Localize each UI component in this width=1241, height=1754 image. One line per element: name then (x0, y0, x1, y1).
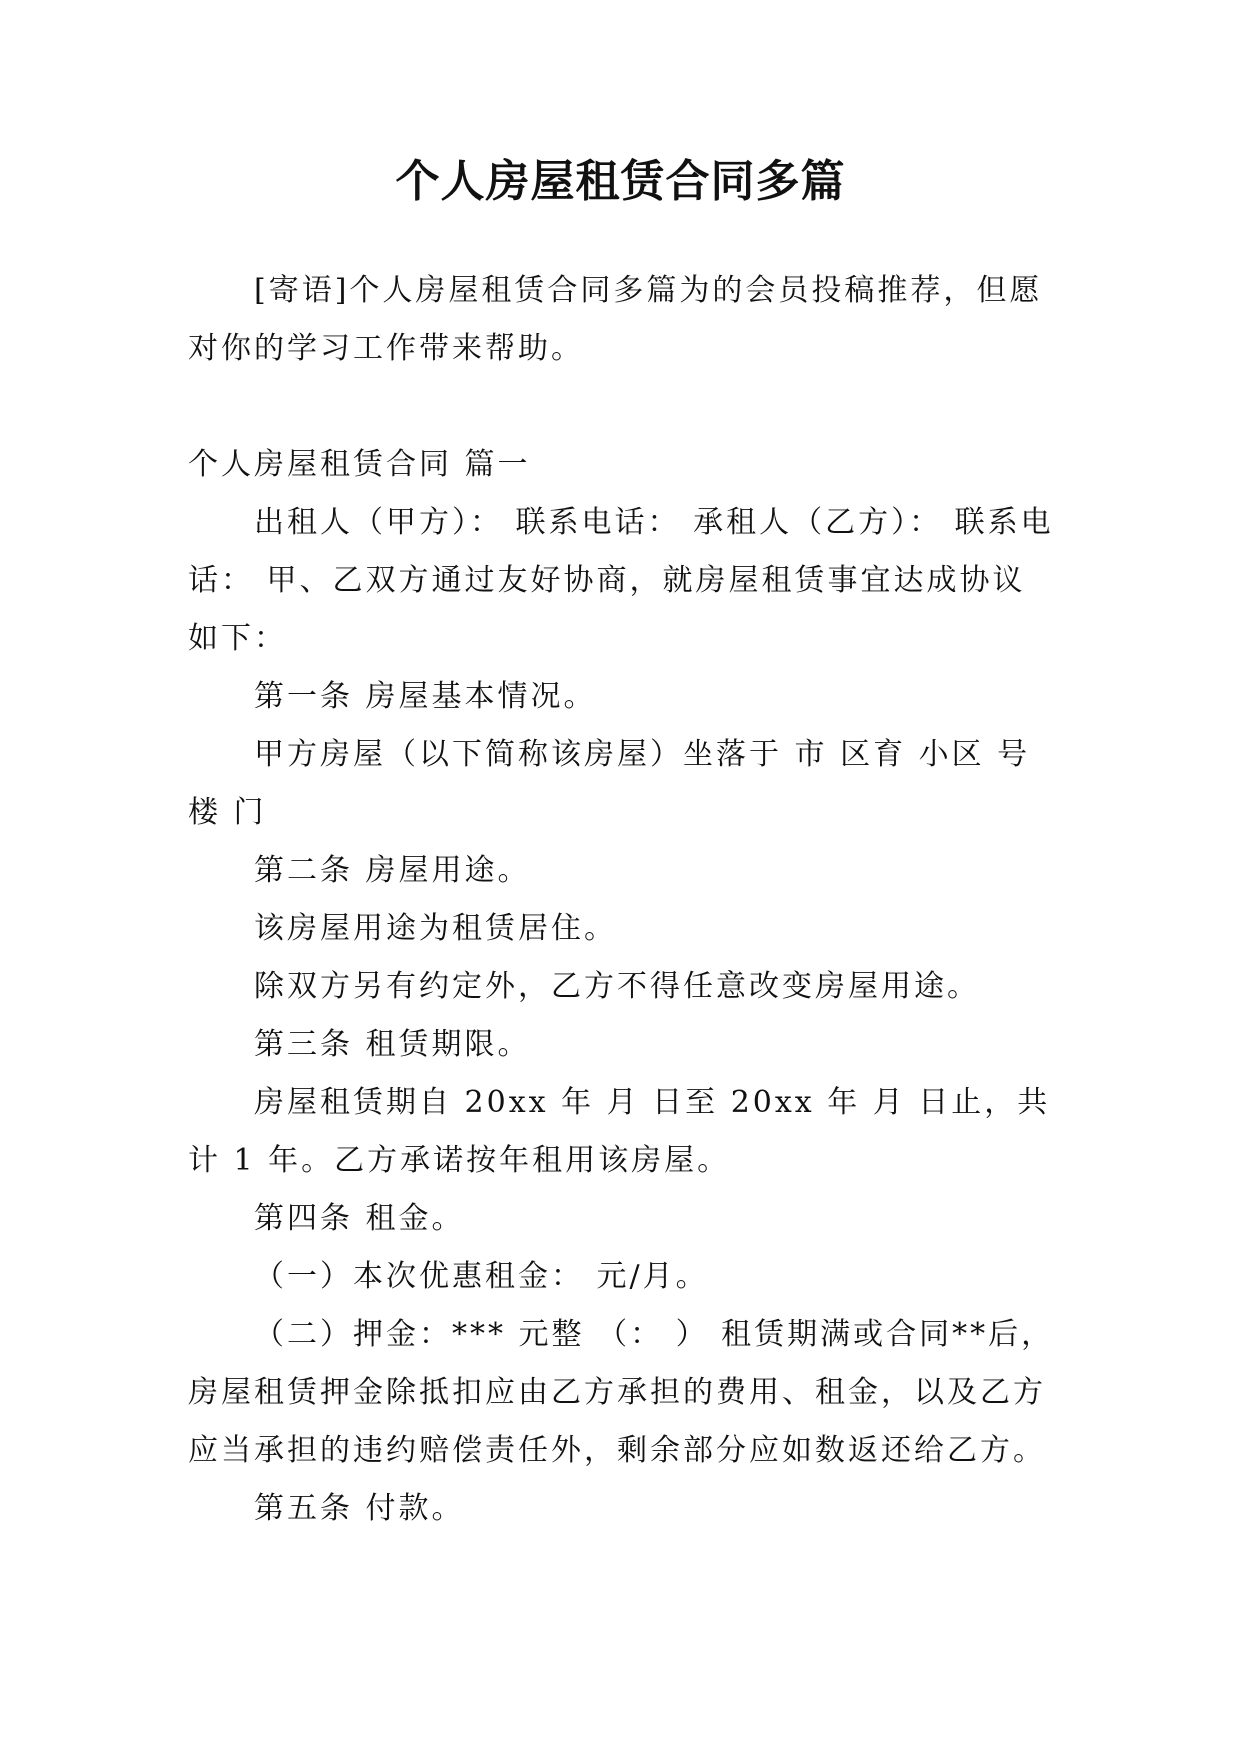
document-body (188, 262, 1058, 1538)
article-5-heading: 第五条 付款。 (254, 1491, 465, 1526)
article-3-heading: 第三条 租赁期限。 (254, 1027, 531, 1062)
article-4-heading: 第四条 租金。 (254, 1201, 465, 1236)
intro-paragraph: [寄语]个人房屋租赁合同多篇为的会员投稿推荐，但愿对你的学习工作带来帮助。 (188, 273, 1043, 366)
article-2-text-1: 该房屋用途为租赁居住。 (254, 911, 617, 946)
article-4-item-1: （一）本次优惠租金： 元/月。 (254, 1259, 709, 1294)
article-2-text-2: 除双方另有约定外，乙方不得任意改变房屋用途。 (254, 969, 980, 1004)
article-4-item-2: （二）押金：*** 元整 （： ） 租赁期满或合同**后，房屋租赁押金除抵扣应由乙方承担的费用、租金，以及乙方应当承担的违约赔偿责任外，剩余部分应如数返还给乙方。 (188, 1317, 1055, 1468)
parties-paragraph: 出租人（甲方）： 联系电话： 承租人（乙方）： 联系电话： 甲、乙双方通过友好协商，就房屋租赁事宜达成协议如下： (188, 505, 1054, 656)
document-title: 个人房屋租赁合同多篇 (395, 156, 846, 207)
section-heading: 个人房屋租赁合同 篇一 (188, 447, 531, 482)
article-2-heading: 第二条 房屋用途。 (254, 853, 531, 888)
blank-line (188, 378, 1058, 436)
article-1-heading: 第一条 房屋基本情况。 (254, 679, 597, 714)
article-1-text: 甲方房屋（以下简称该房屋）坐落于 市 区育 小区 号楼 门 (188, 737, 1031, 830)
article-3-text: 房屋租赁期自 20xx 年 月 日至 20xx 年 月 日止，共计 1 年。乙方承诺按年租用该房屋。 (188, 1085, 1051, 1178)
